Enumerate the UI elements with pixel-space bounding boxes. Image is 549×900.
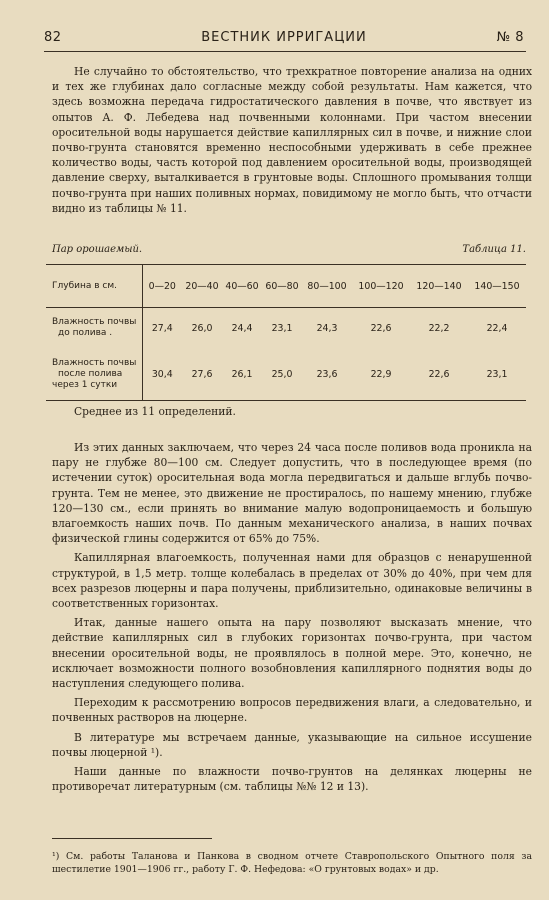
paragraph: Из этих данных заключаем, что через 24 часа после поливов вода проникла на пару не глубже 80—100 см. Следует допустить, что в последующее время (по истечении суток) оросительная вода могла передвигаться и дальше вглубь почво-грунта. Тем не менее, это движение не простиралось, по нашему мнению, глубже 120—130 см., если принять во внимание малую водопроницаемость и большую влагоемкость наших почв. По данным механического анализа, в наших почвах физической глины содержится от 65% до 75%. — [52, 441, 532, 546]
body-text-bottom — [52, 440, 532, 794]
table-cell: 22,2 — [428, 322, 450, 334]
header-rule — [44, 51, 526, 52]
table-caption-right: Таблица 11. — [462, 244, 526, 255]
table-column-header: 140—150 — [468, 265, 526, 308]
table-column-header: 100—120 — [352, 265, 410, 308]
body-text-top — [52, 64, 532, 216]
table-cell: 23,1 — [271, 322, 293, 334]
table-cell: 23,1 — [468, 348, 526, 401]
table-cell: 26,0 — [191, 322, 213, 334]
table-cell: 22,6 — [410, 348, 468, 401]
table-note-text: Среднее из 11 определений. — [74, 405, 236, 418]
issue-number: № 8 — [496, 30, 524, 45]
table-row-label — [46, 308, 142, 349]
table-cell: 30,4 — [142, 348, 182, 401]
table-row — [46, 348, 526, 401]
table-row-label — [46, 348, 142, 401]
table-cell: 22,6 — [370, 322, 392, 334]
paragraph: Переходим к рассмотрению вопросов передвижения влаги, а следовательно, и почвенных растворов на люцерне. — [52, 696, 532, 725]
paragraph: Капиллярная влагоемкость, полученная нами для образцов с ненарушенной структурой, в 1,5 метр. толще колебалась в пределах от 30% до 40%, при чем для всех разрезов люцерны и пара получены, приблизительно, одинаковые величины в соответственных горизонтах. — [52, 551, 532, 611]
paragraph: Не случайно то обстоятельство, что трехкратное повторение анализа на одних и тех же глубинах дало согласные между собой результаты. Нам кажется, что здесь возможна передача гидростатического давления в почве, что явствует из опытов А. Ф. Лебедева над почвенными колоннами. При частом внесении оросительной воды нарушается действие капиллярных сил в почве, и нижние слои почво-грунта становятся временно неспособными удерживать в себе прежнее количество воды, часть которой под давлением оросительной воды, производящей давление сверху, выталкивается в грунтовые воды. Сплошного промывания толщи почво-грунта при наших поливных нормах, повидимому не могло быть, что отчасти видно из таблицы № 11. — [52, 65, 532, 215]
table-note — [52, 404, 532, 419]
table-caption-left: Пар орошаемый. — [52, 244, 143, 255]
table-cell: 22,4 — [486, 322, 508, 334]
row-label-line: до полива . — [58, 328, 113, 338]
row-label-line: Влажность почвы — [52, 317, 137, 327]
table-cell: 22,9 — [352, 348, 410, 401]
table-column-header: 120—140 — [410, 265, 468, 308]
table-column-header: 80—100 — [302, 265, 352, 308]
table-column-header: 60—80 — [262, 265, 302, 308]
row-label-line: через 1 сутки — [52, 379, 118, 390]
page-number: 82 — [44, 30, 62, 45]
table-cell: 25,0 — [262, 348, 302, 401]
table-row — [46, 308, 526, 349]
row-label-line: после полива — [58, 368, 123, 379]
table-caption — [52, 244, 526, 258]
moisture-table — [46, 264, 526, 401]
footnote-rule — [52, 838, 212, 839]
table-header-row — [46, 265, 526, 308]
table-cell: 24,3 — [316, 322, 338, 334]
paragraph: Наши данные по влажности почво-грунтов на делянках люцерны не противоречат литературным (см. таблицы №№ 12 и 13). — [52, 765, 532, 794]
table-cell: 27,4 — [151, 322, 173, 334]
table-cell: 24,4 — [231, 322, 253, 334]
journal-title: ВЕСТНИК ИРРИГАЦИИ — [201, 30, 367, 45]
table-header-label: Глубина в см. — [46, 265, 142, 308]
page-header — [44, 30, 524, 48]
paragraph: В литературе мы встречаем данные, указывающие на сильное иссушение почвы люцерной ¹). — [52, 730, 532, 759]
table-column-header: 20—40 — [182, 265, 222, 308]
paragraph: Итак, данные нашего опыта на пару позволяют высказать мнение, что действие капиллярных сил в глубоких горизонтах почво-грунта, при частом внесении оросительной воды, не проявлялось в полной мере. Это, конечно, не исключает возможности полного возобновления капиллярного поднятия воды до наступления следующего полива. — [52, 616, 532, 691]
table-cell: 27,6 — [182, 348, 222, 401]
footnote: ¹) См. работы Таланова и Панкова в сводном отчете Ставропольского Опытного поля за шестилетие 1901—1906 гг., работу Г. Ф. Нефедова: «О грунтовых водах» и др. — [52, 851, 532, 875]
table-column-header: 40—60 — [222, 265, 262, 308]
table-column-header: 0—20 — [142, 265, 182, 308]
row-label-line: Влажность почвы — [52, 357, 137, 368]
table-cell: 23,6 — [302, 348, 352, 401]
table-cell: 26,1 — [222, 348, 262, 401]
